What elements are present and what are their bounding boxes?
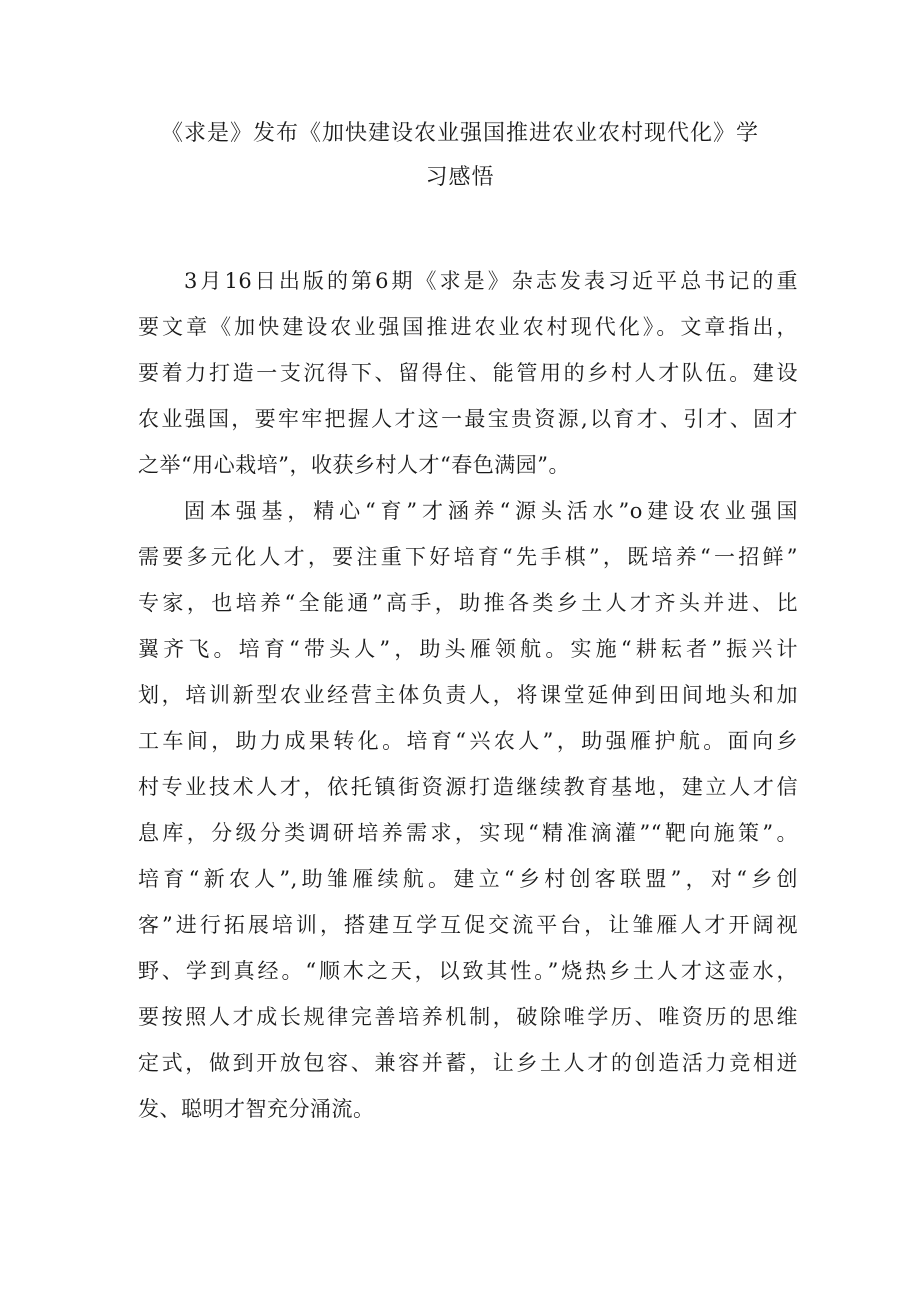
paragraph-line: 客”进行拓展培训，搭建互学互促交流平台，让雏雁人才开阔视 (138, 913, 798, 937)
title-line: 习感悟 (425, 165, 495, 190)
document-title (120, 112, 800, 200)
paragraph-line: 发、聪明才智充分涌流。 (138, 1097, 375, 1121)
paragraph-line: 之举“用心栽培”，收获乡村人才“春色满园”。 (138, 453, 570, 477)
paragraph-line: 翼齐飞。培育“带头人”，助头雁领航。实施“耕耘者”振兴计 (138, 637, 798, 661)
paragraph-line: 固本强基，精心“育”才涵养“源头活水”o建设农业强国 (184, 499, 798, 523)
paragraph (138, 488, 798, 1132)
paragraph-line: 划，培训新型农业经营主体负责人，将课堂延伸到田间地头和加 (138, 683, 798, 707)
paragraph-line: 要着力打造一支沉得下、留得住、能管用的乡村人才队伍。建设 (138, 361, 798, 385)
paragraph-line: 工车间，助力成果转化。培育“兴农人”，助强雁护航。面向乡 (138, 729, 798, 753)
paragraph-line: 要文章《加快建设农业强国推进农业农村现代化》。文章指出， (138, 315, 798, 339)
paragraph-line: 3月16日出版的第6期《求是》杂志发表习近平总书记的重 (184, 269, 798, 293)
paragraph-line: 野、学到真经。“顺木之天，以致其性。”烧热乡土人才这壶水， (138, 959, 798, 983)
title-line: 《求是》发布《加快建设农业强国推进农业农村现代化》学 (160, 121, 759, 146)
paragraph-line: 村专业技术人才，依托镇街资源打造继续教育基地，建立人才信 (138, 775, 798, 799)
paragraph-line: 培育“新农人”,助雏雁续航。建立“乡村创客联盟”，对“乡创 (138, 867, 798, 891)
paragraph-line: 需要多元化人才，要注重下好培育“先手棋”，既培养“一招鲜” (138, 545, 798, 569)
paragraph (138, 258, 798, 488)
paragraph-line: 专家，也培养“全能通”高手，助推各类乡土人才齐头并进、比 (138, 591, 798, 615)
paragraph-line: 定式，做到开放包容、兼容并蓄，让乡土人才的创造活力竞相迸 (138, 1051, 798, 1075)
paragraph-line: 要按照人才成长规律完善培养机制，破除唯学历、唯资历的思维 (138, 1005, 798, 1029)
document-body (138, 258, 798, 1132)
paragraph-line: 农业强国，要牢牢把握人才这一最宝贵资源,以育才、引才、固才 (138, 407, 798, 431)
paragraph-line: 息库，分级分类调研培养需求，实现“精准滴灌”“靶向施策”。 (138, 821, 798, 845)
